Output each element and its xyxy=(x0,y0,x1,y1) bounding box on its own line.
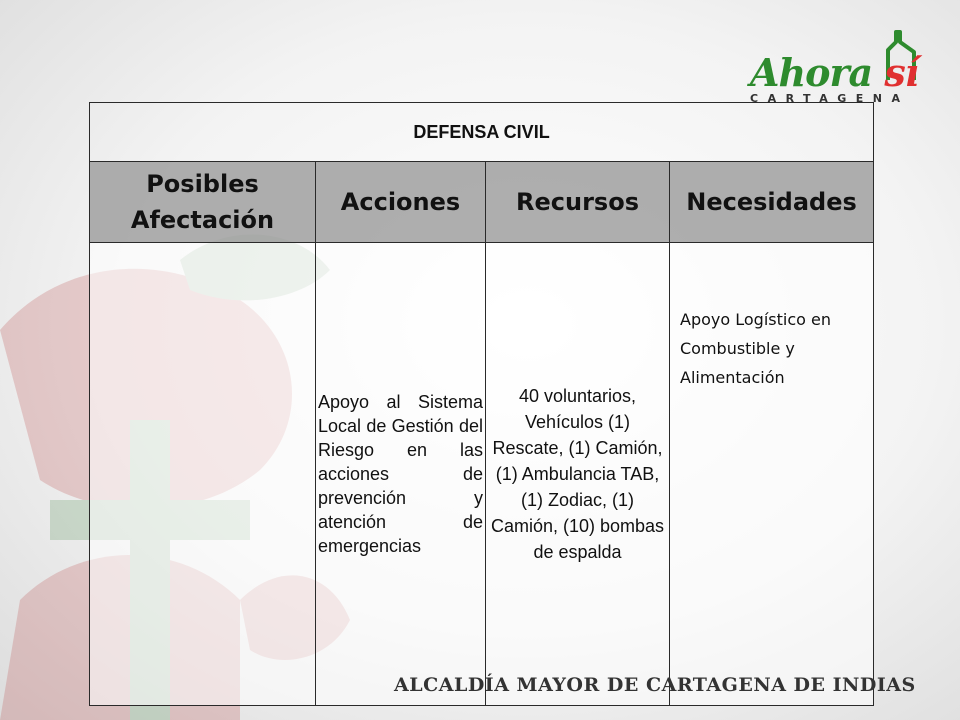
footer-alcaldia: ALCALDÍA MAYOR DE CARTAGENA DE INDIAS xyxy=(394,674,916,696)
defensa-civil-table xyxy=(89,102,874,706)
cell-necesidades xyxy=(670,243,874,706)
cell-acciones: Apoyo al Sistema Local de Gestión del Riesgo en las acciones de prevención y atención de emergencias xyxy=(316,243,486,706)
ahora-si-cartagena-logo xyxy=(742,28,932,108)
table-title: DEFENSA CIVIL xyxy=(90,103,874,162)
logo-wordmark: Ahora sí xyxy=(750,50,919,95)
header-posibles-afectacion: Posibles Afectación xyxy=(90,162,316,243)
header-necesidades: Necesidades xyxy=(670,162,874,243)
cell-recursos: 40 voluntarios, Vehículos (1) Rescate, (1) Camión, (1) Ambulancia TAB, (1) Zodiac, (1) Camión, (10) bombas de espalda xyxy=(486,243,670,706)
header-acciones: Acciones xyxy=(316,162,486,243)
header-recursos: Recursos xyxy=(486,162,670,243)
logo-subtitle: CARTAGENA xyxy=(750,92,910,105)
table-row xyxy=(90,243,874,706)
necesidades-text: Apoyo Logístico en Combustible y Alimentación xyxy=(680,310,831,387)
cell-posibles-afectacion xyxy=(90,243,316,706)
